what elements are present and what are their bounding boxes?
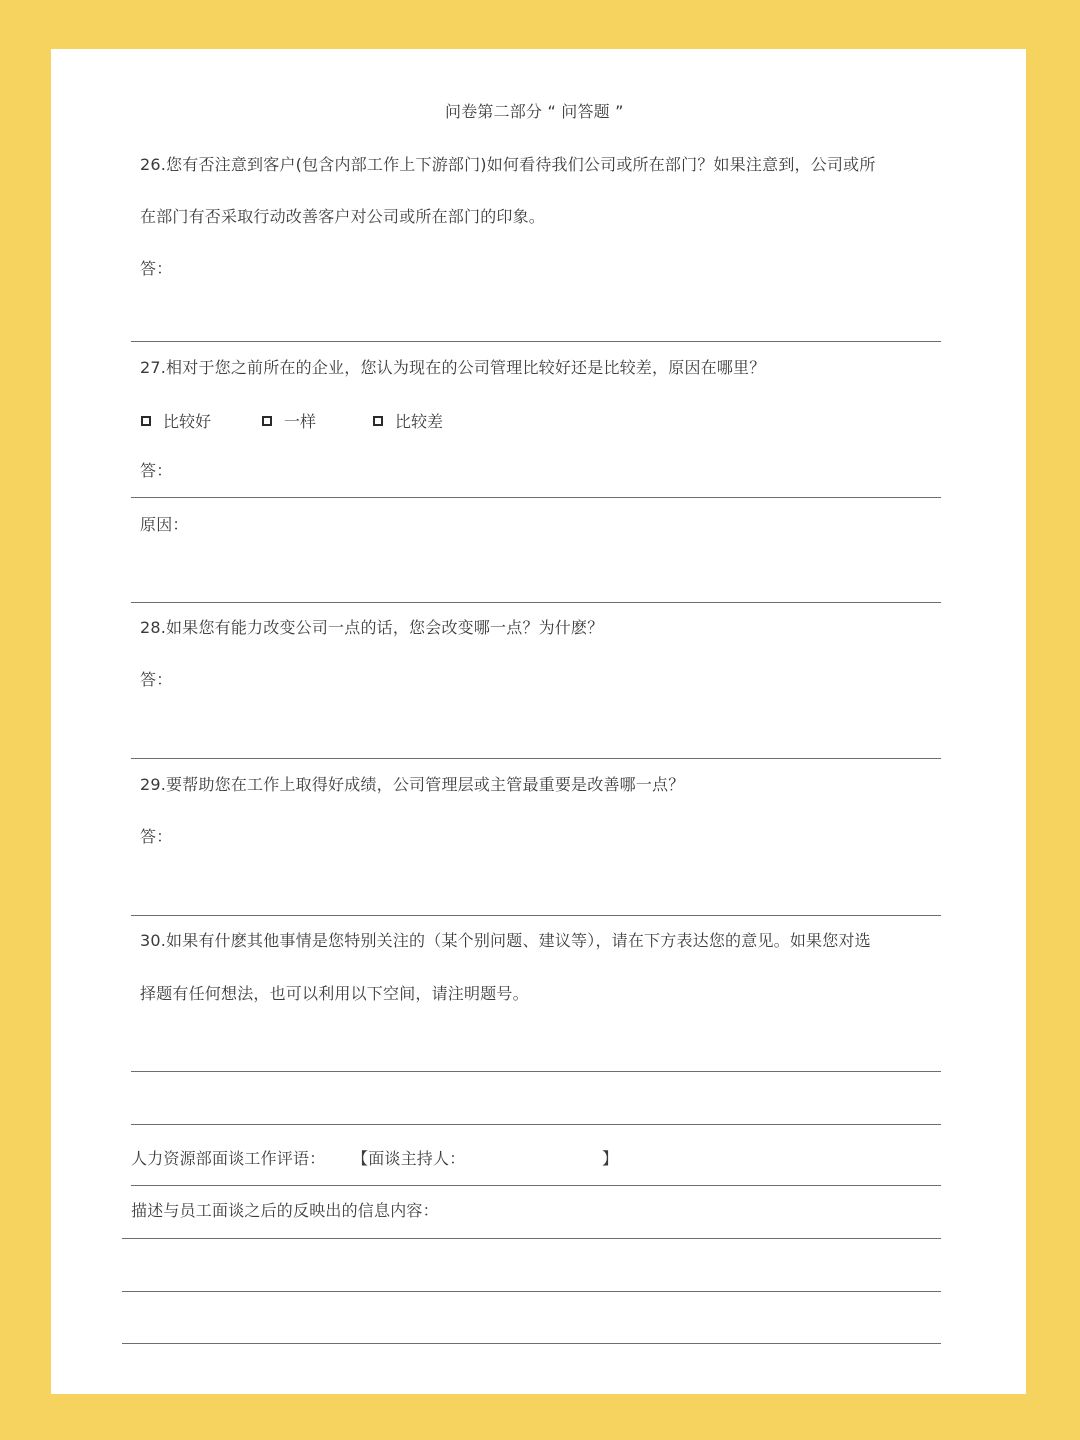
q27-option-label: 比较好 bbox=[163, 412, 212, 431]
q27-option-better[interactable] bbox=[141, 409, 211, 432]
q26-answer-label: 答： bbox=[140, 259, 173, 278]
page-title: 问卷第二部分 “ 问答题 ” bbox=[445, 102, 624, 121]
interview-host-close-bracket: 】 bbox=[602, 1149, 619, 1168]
q29-answer-label: 答： bbox=[140, 827, 173, 846]
q28-text: 28.如果您有能力改变公司一点的话，您会改变哪一点？为什麽？ bbox=[140, 618, 604, 637]
hr-comment-line[interactable] bbox=[131, 1185, 941, 1186]
description-line-2[interactable] bbox=[122, 1291, 941, 1292]
checkbox-icon[interactable] bbox=[141, 416, 151, 426]
interview-description-label: 描述与员工面谈之后的反映出的信息内容： bbox=[131, 1201, 439, 1220]
description-line-3[interactable] bbox=[122, 1343, 941, 1344]
q27-answer-label: 答： bbox=[140, 461, 173, 480]
q27-reason-line[interactable] bbox=[131, 602, 941, 603]
checkbox-icon[interactable] bbox=[373, 416, 383, 426]
q28-answer-label: 答： bbox=[140, 670, 173, 689]
q30-text-line2: 择题有任何想法，也可以利用以下空间，请注明题号。 bbox=[140, 984, 529, 1003]
q26-text-line1: 26.您有否注意到客户(包含内部工作上下游部门)如何看待我们公司或所在部门？如果注意到，公司或所 bbox=[140, 155, 876, 174]
checkbox-icon[interactable] bbox=[262, 416, 272, 426]
q29-text: 29.要帮助您在工作上取得好成绩，公司管理层或主管最重要是改善哪一点？ bbox=[140, 775, 685, 794]
q27-answer-line[interactable] bbox=[131, 497, 941, 498]
interview-host-label: 【面谈主持人： bbox=[352, 1149, 466, 1168]
questionnaire-page bbox=[51, 49, 1026, 1394]
q30-text-line1: 30.如果有什麽其他事情是您特别关注的（某个别问题、建议等），请在下方表达您的意见。如果您对选 bbox=[140, 931, 871, 950]
q30-answer-line-1[interactable] bbox=[131, 1071, 941, 1072]
q29-answer-line[interactable] bbox=[131, 915, 941, 916]
q30-answer-line-2[interactable] bbox=[131, 1124, 941, 1125]
q26-text-line2: 在部门有否采取行动改善客户对公司或所在部门的印象。 bbox=[140, 207, 546, 226]
hr-comment-label: 人力资源部面谈工作评语： bbox=[131, 1149, 326, 1168]
q28-answer-line[interactable] bbox=[131, 758, 941, 759]
q27-option-label: 比较差 bbox=[395, 412, 444, 431]
description-line-1[interactable] bbox=[122, 1238, 941, 1239]
q27-option-label: 一样 bbox=[284, 412, 317, 431]
q27-option-same[interactable] bbox=[262, 409, 316, 432]
q27-option-worse[interactable] bbox=[373, 409, 443, 432]
q26-answer-line[interactable] bbox=[131, 341, 941, 342]
q27-reason-label: 原因： bbox=[140, 515, 189, 534]
q27-text: 27.相对于您之前所在的企业，您认为现在的公司管理比较好还是比较差，原因在哪里？ bbox=[140, 358, 766, 377]
